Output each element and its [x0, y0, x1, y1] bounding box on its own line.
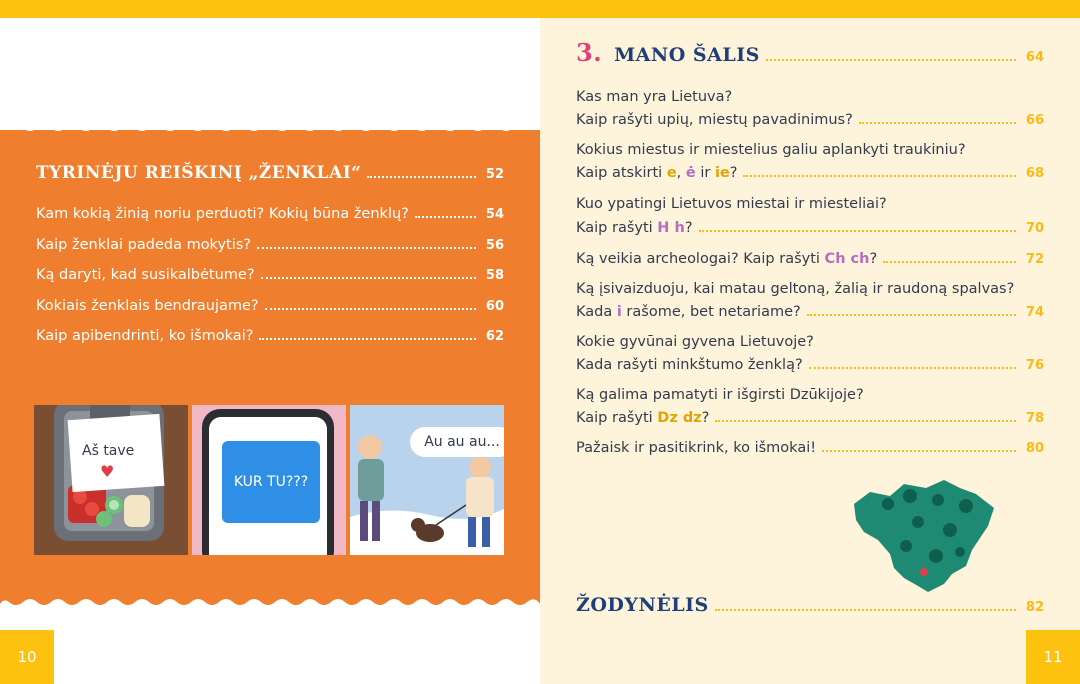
toc-entry-page: 54: [485, 207, 504, 222]
toc-entry-page: 76: [1025, 358, 1044, 373]
toc-entry[interactable]: [576, 440, 1044, 456]
glossary-entry[interactable]: [576, 594, 1044, 616]
heart-icon: ♥: [100, 462, 115, 481]
chapter-heading-entry[interactable]: [576, 38, 1044, 67]
top-band: [0, 0, 1080, 18]
toc-entry-line2: Kaip atskirti e, ė ir ie?: [576, 165, 738, 181]
chapter-page: 64: [1025, 50, 1044, 65]
chapter-title: MANO ŠALIS: [614, 44, 760, 66]
leader-dots: [367, 176, 476, 178]
toc-entry-line2: Kaip rašyti H h?: [576, 220, 693, 236]
leader-dots: [766, 59, 1016, 61]
lunchbox-illustration: [34, 405, 188, 555]
toc-entry[interactable]: [36, 237, 504, 253]
glossary-page: 82: [1025, 600, 1044, 615]
toc-entry-text: Kaip ženklai padeda mokytis?: [36, 237, 251, 253]
left-page-number: 10: [0, 630, 54, 684]
leader-dots: [699, 230, 1016, 232]
leader-dots: [265, 308, 476, 310]
toc-entry-text: Kokiais ženklais bendraujame?: [36, 298, 259, 314]
toc-entry[interactable]: [576, 165, 1044, 181]
message-bubble: KUR TU???: [222, 441, 320, 523]
lithuania-map-illustration: [848, 474, 1000, 596]
toc-entry-text: Ką daryti, kad susikalbėtume?: [36, 267, 255, 283]
leader-dots: [261, 277, 476, 279]
leader-dots: [883, 261, 1016, 263]
highlight-letter: H h: [657, 220, 685, 236]
toc-entry[interactable]: [576, 251, 1044, 267]
toc-entry-page: 62: [485, 329, 504, 344]
toc-entry-line2: Kada rašyti minkštumo ženklą?: [576, 357, 803, 373]
toc-entry-page: 58: [485, 268, 504, 283]
toc-entry-page: 80: [1025, 441, 1044, 456]
toc-entry[interactable]: [576, 304, 1044, 320]
toc-entry-page: 70: [1025, 221, 1044, 236]
toc-entry-page: 66: [1025, 113, 1044, 128]
note-text: Aš tave: [82, 443, 135, 459]
toc-entry-line2: Kaip rašyti upių, miestų pavadinimus?: [576, 112, 853, 128]
toc-entry-text: Kaip apibendrinti, ko išmokai?: [36, 328, 254, 344]
highlight-letter: e: [666, 165, 677, 181]
speech-bubble: Au au au...: [410, 427, 504, 457]
toc-entry-page: 68: [1025, 166, 1044, 181]
toc-entry-line2: Kaip rašyti Dz dz?: [576, 410, 710, 426]
highlight-letter: ė: [685, 165, 696, 181]
toc-entry[interactable]: [36, 267, 504, 283]
toc-entry-page: 78: [1025, 411, 1044, 426]
dog-walk-illustration: [350, 405, 504, 555]
toc-entry-page: 74: [1025, 305, 1044, 320]
leader-dots: [809, 367, 1016, 369]
leader-dots: [715, 420, 1016, 422]
toc-entry[interactable]: [576, 410, 1044, 426]
leader-dots: [415, 216, 476, 218]
left-section-entry[interactable]: [36, 163, 504, 183]
toc-entry-line2: Kada i rašome, bet netariame?: [576, 304, 801, 320]
toc-entry-page: 72: [1025, 252, 1044, 267]
toc-entry[interactable]: [576, 220, 1044, 236]
toc-entry[interactable]: [36, 206, 504, 222]
right-page-number: 11: [1026, 630, 1080, 684]
toc-entry-line1: Kas man yra Lietuva?: [576, 89, 733, 105]
leader-dots: [822, 450, 1016, 452]
toc-entry-line1: Kokie gyvūnai gyvena Lietuvoje?: [576, 334, 814, 350]
toc-entry-text: Kam kokią žinią noriu perduoti? Kokių būna ženklų?: [36, 206, 409, 222]
left-section-title: TYRINĖJU REIŠKINĮ „ŽENKLAI“: [36, 163, 362, 183]
leader-dots: [257, 247, 476, 249]
toc-entry-line1: Ką įsivaizduoju, kai matau geltoną, žalią ir raudoną spalvas?: [576, 281, 1015, 297]
leader-dots: [715, 609, 1016, 611]
highlight-letter: Dz dz: [657, 410, 702, 426]
leader-dots: [807, 314, 1016, 316]
left-section-page: 52: [485, 167, 504, 182]
glossary-title: ŽODYNĖLIS: [576, 594, 709, 616]
highlight-letter: i: [616, 304, 622, 320]
bottom-scallop-edge: [0, 596, 540, 610]
toc-entry-page: 60: [485, 299, 504, 314]
toc-entry-line1: Kokius miestus ir miestelius galiu aplankyti traukiniu?: [576, 142, 966, 158]
leader-dots: [743, 175, 1016, 177]
toc-entry[interactable]: [36, 328, 504, 344]
highlight-letter: Ch ch: [824, 251, 870, 267]
leader-dots: [259, 338, 476, 340]
toc-entry-page: 56: [485, 238, 504, 253]
phone-illustration: [192, 405, 346, 555]
toc-entry[interactable]: [576, 112, 1044, 128]
toc-entry-line1: Ką galima pamatyti ir išgirsti Dzūkijoje?: [576, 387, 864, 403]
top-scallop-edge: [0, 120, 540, 134]
toc-entry-line: Pažaisk ir pasitikrink, ko išmokai!: [576, 440, 817, 456]
chapter-number: 3.: [576, 38, 603, 67]
toc-entry[interactable]: [36, 298, 504, 314]
toc-entry-line1: Kuo ypatingi Lietuvos miestai ir miesteliai?: [576, 196, 887, 212]
highlight-letter: ie: [714, 165, 730, 181]
toc-entry-line: Ką veikia archeologai? Kaip rašyti Ch ch?: [576, 251, 878, 267]
toc-entry[interactable]: [576, 357, 1044, 373]
leader-dots: [859, 122, 1016, 124]
